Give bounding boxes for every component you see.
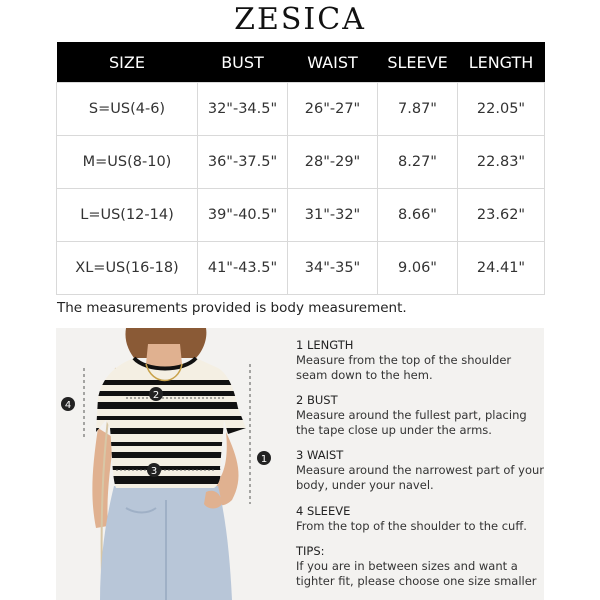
- sleeve-cell: 7.87": [378, 83, 458, 136]
- bust-cell: 32"-34.5": [198, 83, 288, 136]
- table-row: [57, 83, 545, 136]
- guide-title: 2 BUST: [296, 393, 338, 407]
- waist-cell: 26"-27": [288, 83, 378, 136]
- guide-desc: Measure around the fullest part, placing the tape close up under the arms.: [296, 408, 527, 437]
- table-row: [57, 136, 545, 189]
- guide-item-tips: [296, 544, 546, 589]
- size-cell: XL=US(16-18): [57, 242, 198, 295]
- guide-title: 1 LENGTH: [296, 338, 354, 352]
- svg-text:2: 2: [152, 390, 160, 401]
- header-sleeve: SLEEVE: [378, 42, 458, 83]
- guide-item-length: [296, 338, 546, 383]
- size-cell: M=US(8-10): [57, 136, 198, 189]
- guide-item-bust: [296, 393, 546, 438]
- length-cell: 22.83": [458, 136, 545, 189]
- header-length: LENGTH: [458, 42, 545, 83]
- marker-3: [147, 463, 161, 477]
- guide-title: TIPS:: [296, 544, 325, 558]
- guide-desc: From the top of the shoulder to the cuff.: [296, 519, 527, 533]
- guide-item-waist: [296, 448, 546, 493]
- marker-1: [257, 451, 271, 465]
- guide-desc: If you are in between sizes and want a tighter fit, please choose one size smaller: [296, 559, 537, 588]
- model-illustration: [56, 328, 272, 600]
- size-chart-table: [56, 42, 545, 295]
- size-cell: L=US(12-14): [57, 189, 198, 242]
- length-cell: 23.62": [458, 189, 545, 242]
- length-cell: 24.41": [458, 242, 545, 295]
- bust-cell: 39"-40.5": [198, 189, 288, 242]
- svg-text:4: 4: [64, 400, 72, 411]
- guide-title: 3 WAIST: [296, 448, 344, 462]
- sleeve-cell: 8.27": [378, 136, 458, 189]
- waist-cell: 31"-32": [288, 189, 378, 242]
- measurement-note: The measurements provided is body measurement.: [57, 300, 407, 316]
- header-size: SIZE: [57, 42, 198, 83]
- guide-desc: Measure around the narrowest part of your body, under your navel.: [296, 463, 544, 492]
- model-figure: [56, 328, 272, 600]
- brand-logo: ZESICA: [234, 2, 366, 37]
- bust-cell: 41"-43.5": [198, 242, 288, 295]
- guide-item-sleeve: [296, 504, 546, 534]
- marker-4: [61, 397, 75, 411]
- table-header-row: [57, 42, 545, 83]
- table-row: [57, 189, 545, 242]
- bust-cell: 36"-37.5": [198, 136, 288, 189]
- table-row: [57, 242, 545, 295]
- marker-2: [149, 387, 163, 401]
- svg-text:1: 1: [260, 454, 268, 465]
- sleeve-cell: 8.66": [378, 189, 458, 242]
- measurement-guide-panel: [272, 328, 544, 600]
- size-cell: S=US(4-6): [57, 83, 198, 136]
- waist-cell: 34"-35": [288, 242, 378, 295]
- header-bust: BUST: [198, 42, 288, 83]
- guide-title: 4 SLEEVE: [296, 504, 351, 518]
- guide-desc: Measure from the top of the shoulder seam down to the hem.: [296, 353, 512, 382]
- length-cell: 22.05": [458, 83, 545, 136]
- svg-text:3: 3: [150, 466, 158, 477]
- sleeve-cell: 9.06": [378, 242, 458, 295]
- waist-cell: 28"-29": [288, 136, 378, 189]
- header-waist: WAIST: [288, 42, 378, 83]
